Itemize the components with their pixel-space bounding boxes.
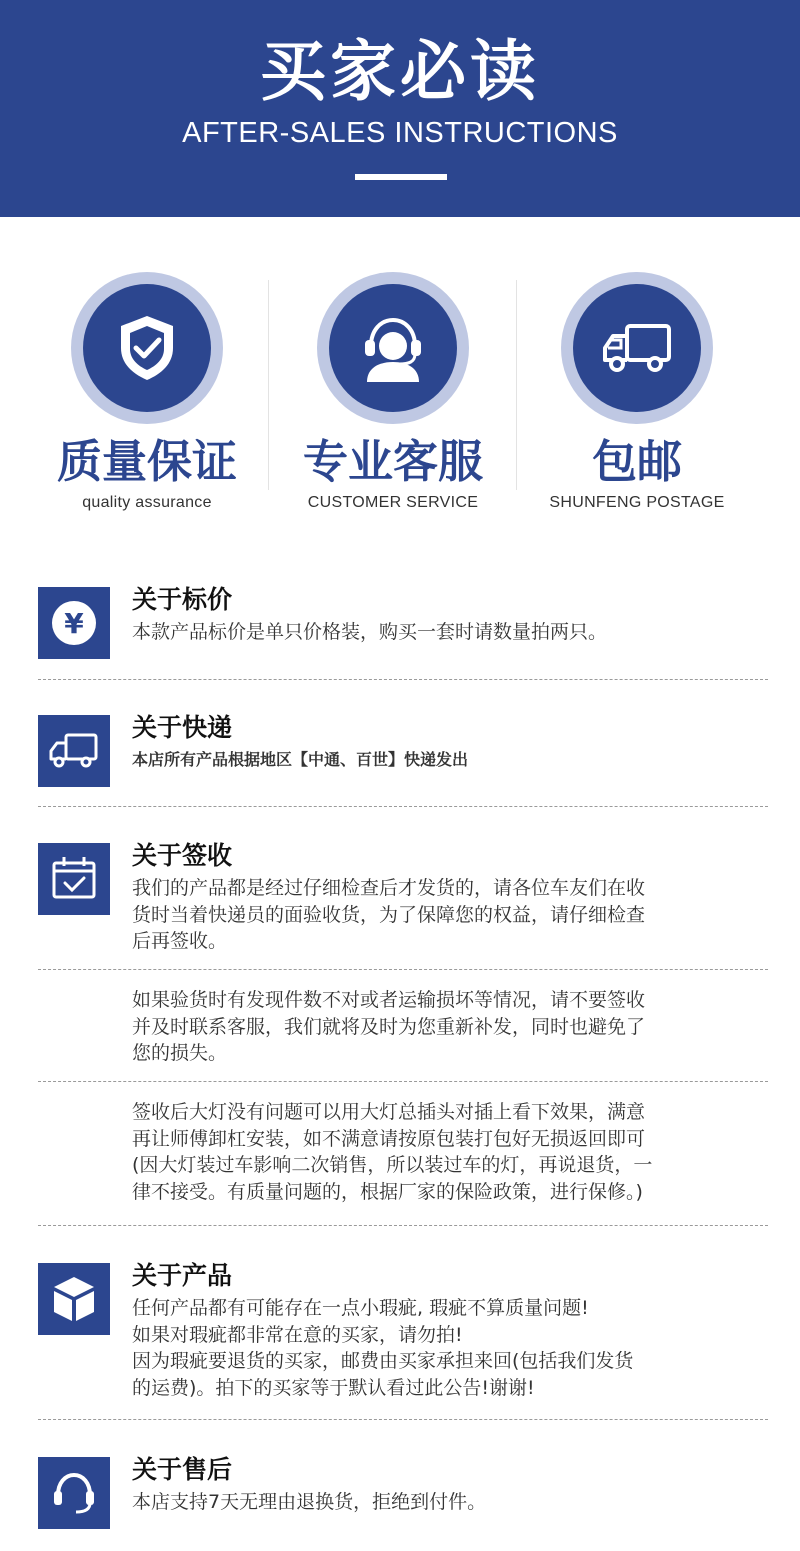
page-title: 买家必读 — [260, 33, 540, 110]
page-subtitle: AFTER-SALES INSTRUCTIONS — [182, 117, 618, 149]
dashed-divider — [38, 806, 768, 807]
section-title-aftersales: 关于售后 — [132, 1455, 233, 1484]
section-icon-box — [38, 843, 110, 915]
section-icon-box — [38, 587, 110, 659]
dashed-divider — [38, 969, 768, 970]
svg-text:¥: ¥ — [64, 607, 84, 640]
dashed-divider — [38, 679, 768, 680]
section-text-receipt-1: 我们的产品都是经过仔细检查后才发货的，请各位车友们在收 货时当着快递员的面验收货，为了保障您的权益，请仔细检查 后再签收。 — [132, 877, 646, 952]
section-title-delivery: 关于快递 — [132, 713, 233, 742]
truck-icon — [597, 308, 677, 388]
yen-icon — [46, 595, 102, 651]
feature-ring — [317, 272, 469, 424]
dashed-divider — [38, 1225, 768, 1226]
title-underline — [355, 174, 447, 180]
feature-postage — [512, 272, 762, 512]
feature-service — [268, 272, 518, 512]
feature-subtitle: quality assurance — [82, 494, 212, 511]
feature-ring — [561, 272, 713, 424]
section-text-receipt-3: 签收后大灯没有问题可以用大灯总插头对插上看下效果，满意 再让师傅卸杠安装，如不满意请按原包装打包好无损返回即可 (因大灯装过车影响二次销售，所以装过车的灯，再说退货，一 律不接受。有质量问题的，根据厂家的保险政策，进行保修。) — [132, 1101, 653, 1203]
section-icon-box — [38, 715, 110, 787]
feature-subtitle: SHUNFENG POSTAGE — [549, 494, 725, 511]
dashed-divider — [38, 1081, 768, 1082]
feature-title: 专业客服 — [302, 435, 483, 488]
feature-quality — [22, 272, 272, 512]
headset-agent-icon — [353, 308, 433, 388]
feature-title: 包邮 — [591, 435, 682, 488]
section-text-receipt-2: 如果验货时有发现件数不对或者运输损坏等情况，请不要签收 并及时联系客服，我们就将及时为您重新补发，同时也避免了 您的损失。 — [132, 989, 646, 1064]
truck-icon — [46, 723, 102, 779]
section-title-product: 关于产品 — [132, 1261, 233, 1290]
shield-check-icon — [107, 308, 187, 388]
dashed-divider — [38, 1419, 768, 1420]
section-text-aftersales: 本店支持7天无理由退换货，拒绝到付件。 — [132, 1491, 487, 1513]
calendar-check-icon — [46, 851, 102, 907]
section-title-price: 关于标价 — [132, 585, 233, 614]
section-icon-box — [38, 1263, 110, 1335]
feature-ring — [71, 272, 223, 424]
feature-subtitle: CUSTOMER SERVICE — [307, 494, 479, 511]
section-icon-box — [38, 1457, 110, 1529]
section-text-price: 本款产品标价是单只价格装，购买一套时请数量拍两只。 — [132, 621, 608, 643]
header-banner — [0, 0, 800, 217]
feature-title: 质量保证 — [56, 435, 237, 488]
section-text-delivery: 本店所有产品根据地区【中通、百世】快递发出 — [132, 750, 469, 769]
box-icon — [46, 1271, 102, 1327]
section-text-product: 任何产品都有可能存在一点小瑕疵, 瑕疵不算质量问题! 如果对瑕疵都非常在意的买家，请勿拍! 因为瑕疵要退货的买家，邮费由买家承担来回(包括我们发货 的运费)。拍下的买家等于默认看过此公告!谢谢! — [132, 1297, 634, 1399]
headset-icon — [46, 1465, 102, 1521]
section-title-receipt: 关于签收 — [132, 841, 233, 870]
